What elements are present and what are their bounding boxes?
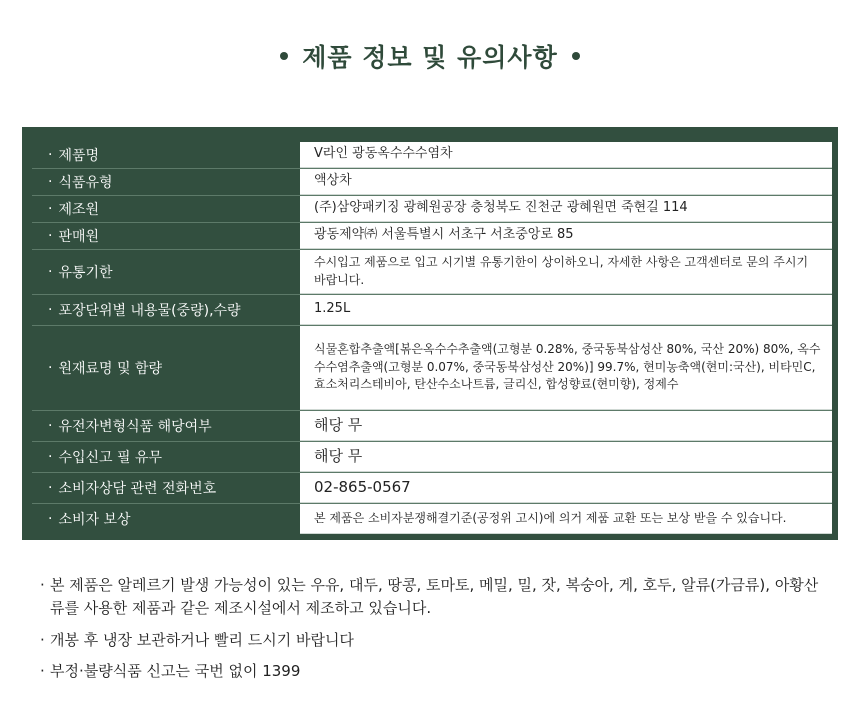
table-row-manufacturer xyxy=(32,196,832,223)
row-value: 본 제품은 소비자분쟁해결기준(공정위 고시)에 의거 제품 교환 또는 보상 받을 수 있습니다. xyxy=(300,504,832,534)
row-label: · 소비자 보상 xyxy=(32,504,300,534)
caution-notes xyxy=(40,574,830,691)
row-label: · 원재료명 및 함량 xyxy=(32,326,300,410)
page-title xyxy=(0,38,860,74)
row-label: · 제조원 xyxy=(32,196,300,222)
table-row-ingredients xyxy=(32,326,832,411)
row-value: 해당 무 xyxy=(300,442,832,472)
row-value: 수시입고 제품으로 입고 시기별 유통기한이 상이하오니, 자세한 사항은 고객센터로 문의 주시기 바랍니다. xyxy=(300,250,832,294)
table-row-gmo xyxy=(32,411,832,442)
table-row-package-unit xyxy=(32,295,832,326)
row-value: 1.25L xyxy=(300,295,832,325)
table-row-product-name xyxy=(32,142,832,169)
row-label: · 제품명 xyxy=(32,142,300,168)
product-info-table xyxy=(22,127,838,540)
note-storage: · 개봉 후 냉장 보관하거나 빨리 드시기 바랍니다 xyxy=(40,629,830,652)
table-row-food-type xyxy=(32,169,832,196)
row-value: 액상차 xyxy=(300,169,832,195)
row-label: · 포장단위별 내용물(중량),수량 xyxy=(32,295,300,325)
row-label: · 식품유형 xyxy=(32,169,300,195)
page-title-text: 제품 정보 및 유의사항 xyxy=(302,43,558,72)
table-row-expiry xyxy=(32,250,832,295)
table-row-phone xyxy=(32,473,832,504)
note-report: · 부정·불량식품 신고는 국번 없이 1399 xyxy=(40,660,830,683)
row-value: 식물혼합추출액[볶은옥수수추출액(고형분 0.28%, 중국동북삼성산 80%, 국산 20%) 80%, 옥수수수염추출액(고형분 0.07%, 중국동북삼성산 20%)] 99.7%, 현미농축액(현미:국산), 비타민C, 효소처리스테비아, 탄산수소나트륨, 글리신, 합성향료(현미향), 정제수 xyxy=(300,326,832,410)
row-label: · 판매원 xyxy=(32,223,300,249)
row-label: · 유전자변형식품 해당여부 xyxy=(32,411,300,441)
row-label: · 수입신고 필 유무 xyxy=(32,442,300,472)
row-value: 02-865-0567 xyxy=(300,473,832,503)
row-label: · 소비자상담 관련 전화번호 xyxy=(32,473,300,503)
bullet-dot-right xyxy=(572,52,580,60)
row-label: · 유통기한 xyxy=(32,250,300,294)
bullet-dot-left xyxy=(280,52,288,60)
row-value: 해당 무 xyxy=(300,411,832,441)
table-row-seller xyxy=(32,223,832,250)
note-allergy: · 본 제품은 알레르기 발생 가능성이 있는 우유, 대두, 땅콩, 토마토, 메밀, 밀, 잣, 복숭아, 게, 호두, 알류(가금류), 아황산류를 사용한 제품과 같은 제조시설에서 제조하고 있습니다. xyxy=(40,574,830,621)
table-row-import-report xyxy=(32,442,832,473)
row-value: V라인 광동옥수수수염차 xyxy=(300,142,832,168)
row-value: 광동제약㈜ 서울특별시 서초구 서초중앙로 85 xyxy=(300,223,832,249)
row-value: (주)삼양패키징 광혜원공장 충청북도 진천군 광혜원면 죽현길 114 xyxy=(300,196,832,222)
table-row-compensation xyxy=(32,504,832,534)
